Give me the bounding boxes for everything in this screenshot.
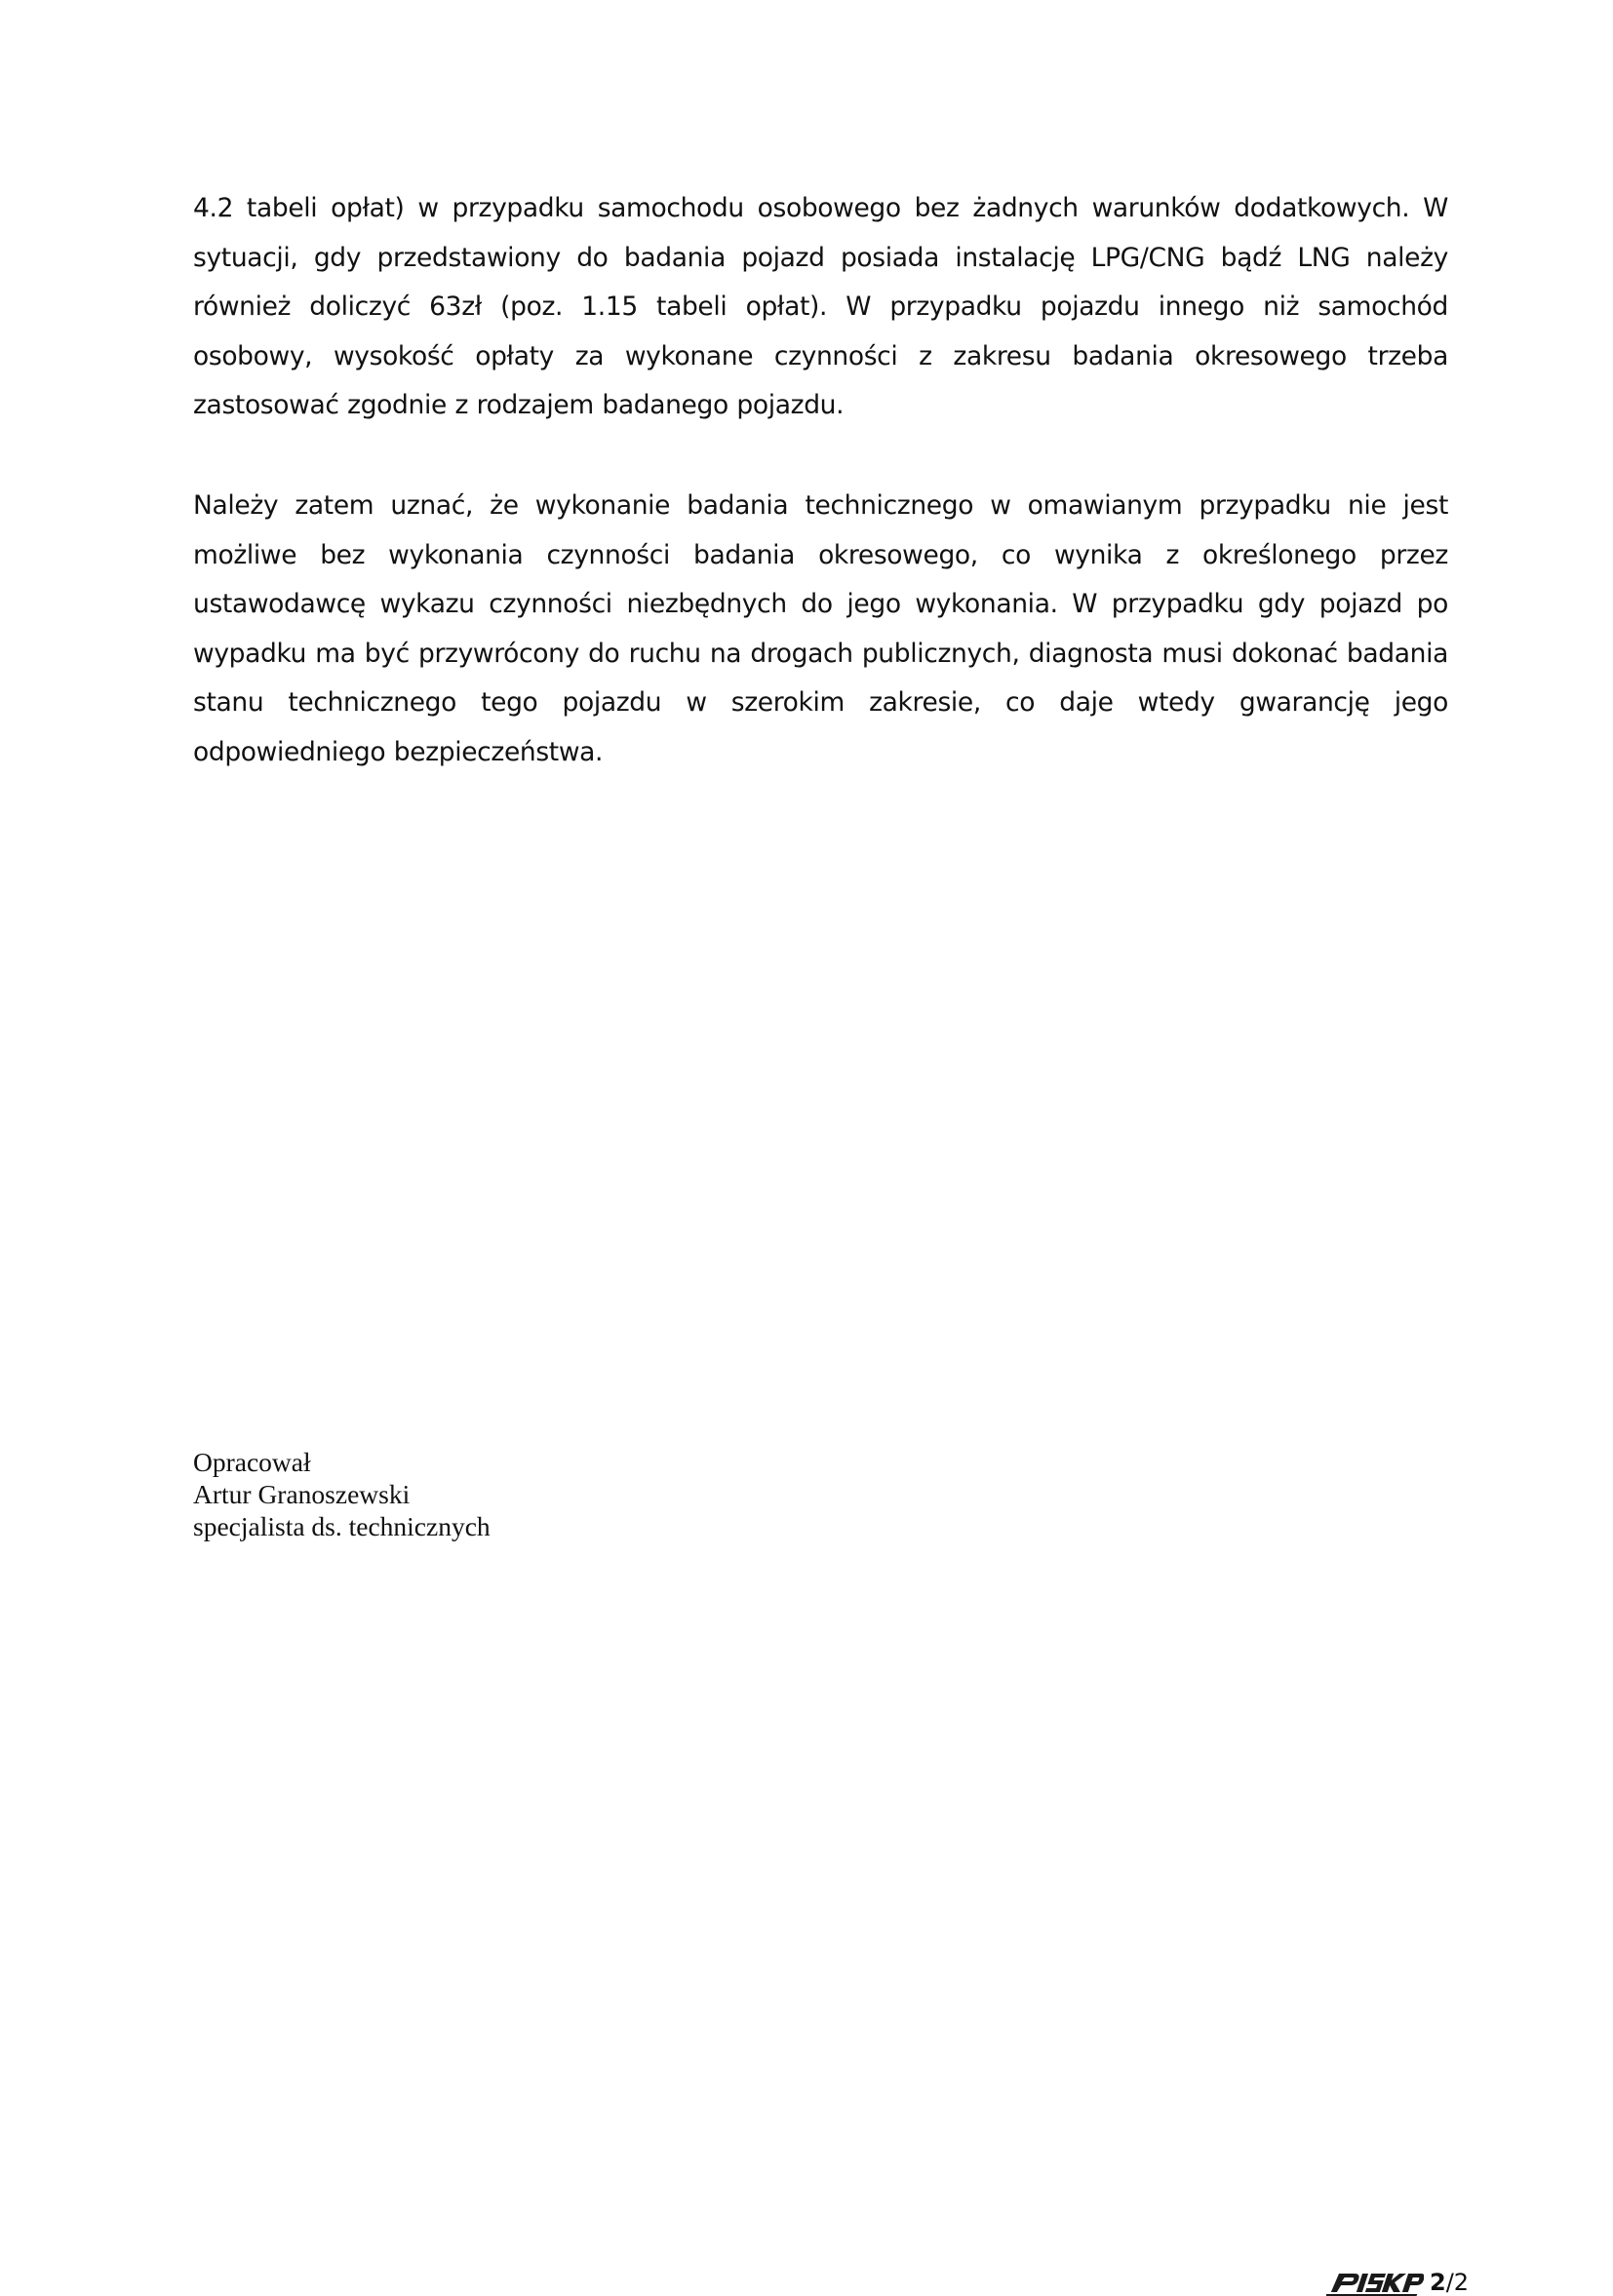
page-total: 2 bbox=[1453, 2269, 1470, 2296]
body-paragraph-2: Należy zatem uznać, że wykonanie badania technicznego w omawianym przypadku nie jest możliwe bez wykonania czynności badania okresowego, co wynika z określonego przez ustawodawcę wykazu czynności niezbędnych do jego wykonania. W przypadku gdy pojazd po wypadku ma być przywrócony do ruchu na drogach publicznych, diagnosta musi dokonać badania stanu technicznego tego pojazdu w szerokim zakresie, co daje wtedy gwarancję jego odpowiedniego bezpieczeństwa. bbox=[193, 490, 1448, 767]
signature-title: specjalista ds. technicznych bbox=[193, 1511, 491, 1541]
signature-name: Artur Granoszewski bbox=[193, 1479, 411, 1509]
page-number bbox=[1430, 2269, 1469, 2296]
signature-block bbox=[193, 1446, 491, 1542]
page-current: 2 bbox=[1430, 2269, 1446, 2296]
piskp-logo bbox=[1326, 2271, 1424, 2296]
page-separator: / bbox=[1445, 2269, 1454, 2296]
body-paragraph-1: 4.2 tabeli opłat) w przypadku samochodu osobowego bez żadnych warunków dodatkowych. W sytuacji, gdy przedstawiony do badania pojazd posiada instalację LPG/CNG bądź LNG należy również doliczyć 63zł (poz. 1.15 tabeli opłat). W przypadku pojazdu innego niż samochód osobowy, wysokość opłaty za wykonane czynności z zakresu badania okresowego trzeba zastosować zgodnie z rodzajem badanego pojazdu. bbox=[193, 193, 1448, 420]
signature-label: Opracował bbox=[193, 1447, 311, 1477]
